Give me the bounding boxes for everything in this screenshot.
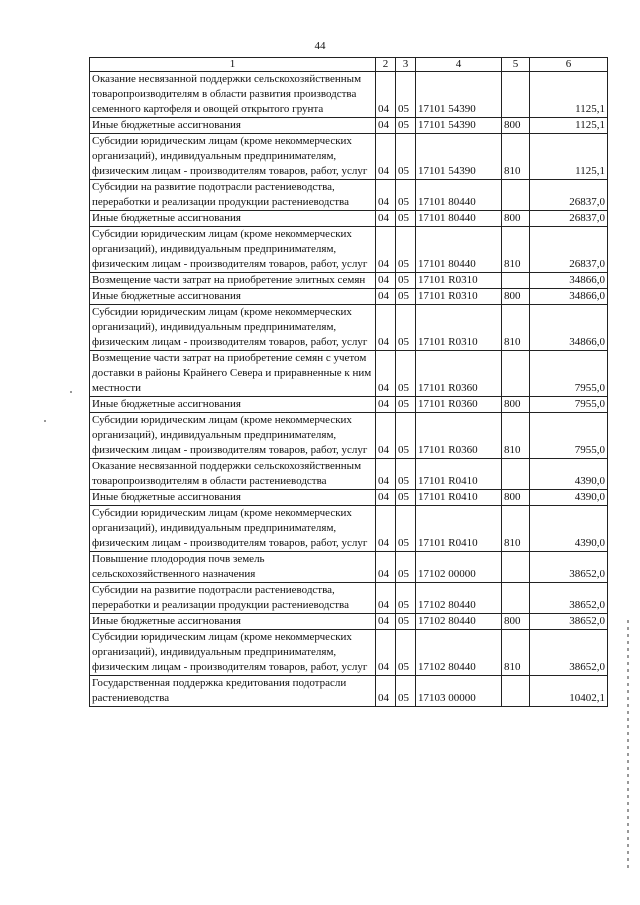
row-target-code: 17101 R0310 (416, 305, 502, 351)
row-target-code: 17102 80440 (416, 614, 502, 630)
row-amount: 34866,0 (530, 289, 608, 305)
scan-margin-mark (627, 620, 629, 870)
row-amount: 7955,0 (530, 397, 608, 413)
table-row (90, 134, 608, 180)
row-amount: 1125,1 (530, 134, 608, 180)
row-target-code: 17101 54390 (416, 118, 502, 134)
row-target-code: 17101 54390 (416, 72, 502, 118)
table-row (90, 506, 608, 552)
row-expense-type (502, 180, 530, 211)
row-expense-type (502, 72, 530, 118)
row-expense-type: 800 (502, 490, 530, 506)
row-name: Субсидии на развитие подотрасли растениеводства, переработки и реализации продукции растениеводства (90, 583, 376, 614)
scan-speck (44, 420, 46, 422)
row-section: 04 (376, 118, 396, 134)
table-row (90, 72, 608, 118)
header-col-6: 6 (530, 58, 608, 72)
row-section: 04 (376, 72, 396, 118)
row-expense-type: 800 (502, 211, 530, 227)
row-amount: 38652,0 (530, 552, 608, 583)
row-target-code: 17101 R0360 (416, 351, 502, 397)
header-row (90, 58, 608, 72)
row-target-code: 17101 R0360 (416, 397, 502, 413)
row-amount: 38652,0 (530, 630, 608, 676)
row-expense-type: 800 (502, 289, 530, 305)
table-row (90, 118, 608, 134)
row-name: Иные бюджетные ассигнования (90, 490, 376, 506)
row-amount: 7955,0 (530, 413, 608, 459)
header-col-5: 5 (502, 58, 530, 72)
row-section: 04 (376, 506, 396, 552)
row-section: 04 (376, 459, 396, 490)
row-expense-type (502, 459, 530, 490)
row-section: 04 (376, 227, 396, 273)
row-section: 04 (376, 676, 396, 707)
row-expense-type: 800 (502, 118, 530, 134)
row-subsection: 05 (396, 506, 416, 552)
row-section: 04 (376, 614, 396, 630)
row-section: 04 (376, 351, 396, 397)
row-target-code: 17101 R0410 (416, 459, 502, 490)
budget-table (89, 57, 608, 707)
row-amount: 10402,1 (530, 676, 608, 707)
row-subsection: 05 (396, 490, 416, 506)
row-expense-type: 810 (502, 134, 530, 180)
row-name: Субсидии юридическим лицам (кроме некоммерческих организаций), индивидуальным предпринимателям, физическим лицам - производителям товаров, работ, услуг (90, 134, 376, 180)
table-row (90, 630, 608, 676)
row-section: 04 (376, 305, 396, 351)
row-amount: 34866,0 (530, 273, 608, 289)
row-section: 04 (376, 413, 396, 459)
row-section: 04 (376, 583, 396, 614)
row-expense-type: 810 (502, 305, 530, 351)
row-section: 04 (376, 273, 396, 289)
row-section: 04 (376, 397, 396, 413)
table-row (90, 351, 608, 397)
row-name: Повышение плодородия почв земель сельскохозяйственного назначения (90, 552, 376, 583)
row-target-code: 17101 R0360 (416, 413, 502, 459)
table-row (90, 289, 608, 305)
row-expense-type (502, 552, 530, 583)
table-row (90, 552, 608, 583)
row-expense-type (502, 351, 530, 397)
row-target-code: 17101 R0310 (416, 273, 502, 289)
row-name: Иные бюджетные ассигнования (90, 614, 376, 630)
row-name: Государственная поддержка кредитования подотрасли растениеводства (90, 676, 376, 707)
row-target-code: 17102 80440 (416, 583, 502, 614)
table-row (90, 583, 608, 614)
row-name: Субсидии юридическим лицам (кроме некоммерческих организаций), индивидуальным предпринимателям, физическим лицам - производителям товаров, работ, услуг (90, 506, 376, 552)
row-amount: 7955,0 (530, 351, 608, 397)
row-subsection: 05 (396, 180, 416, 211)
row-subsection: 05 (396, 305, 416, 351)
row-name: Иные бюджетные ассигнования (90, 289, 376, 305)
row-name: Субсидии на развитие подотрасли растениеводства, переработки и реализации продукции растениеводства (90, 180, 376, 211)
row-expense-type: 810 (502, 413, 530, 459)
row-subsection: 05 (396, 134, 416, 180)
row-name: Оказание несвязанной поддержки сельскохозяйственным товаропроизводителям в области развития производства семенного картофеля и овощей открытого грунта (90, 72, 376, 118)
row-subsection: 05 (396, 211, 416, 227)
row-expense-type (502, 273, 530, 289)
row-section: 04 (376, 630, 396, 676)
row-subsection: 05 (396, 676, 416, 707)
row-subsection: 05 (396, 72, 416, 118)
row-section: 04 (376, 211, 396, 227)
row-amount: 4390,0 (530, 506, 608, 552)
row-amount: 4390,0 (530, 459, 608, 490)
row-subsection: 05 (396, 118, 416, 134)
row-subsection: 05 (396, 289, 416, 305)
row-expense-type: 810 (502, 227, 530, 273)
row-amount: 26837,0 (530, 180, 608, 211)
row-section: 04 (376, 552, 396, 583)
header-col-2: 2 (376, 58, 396, 72)
row-subsection: 05 (396, 614, 416, 630)
page-number: 44 (314, 40, 326, 52)
scan-speck (70, 391, 72, 393)
row-target-code: 17102 80440 (416, 630, 502, 676)
table-row (90, 227, 608, 273)
row-subsection: 05 (396, 351, 416, 397)
row-target-code: 17101 80440 (416, 211, 502, 227)
row-amount: 34866,0 (530, 305, 608, 351)
header-col-1: 1 (90, 58, 376, 72)
table-row (90, 459, 608, 490)
table-row (90, 490, 608, 506)
row-target-code: 17101 80440 (416, 180, 502, 211)
row-name: Оказание несвязанной поддержки сельскохозяйственным товаропроизводителям в области растениеводства (90, 459, 376, 490)
row-expense-type (502, 583, 530, 614)
row-expense-type: 800 (502, 614, 530, 630)
row-expense-type: 810 (502, 506, 530, 552)
row-subsection: 05 (396, 630, 416, 676)
header-col-4: 4 (416, 58, 502, 72)
row-section: 04 (376, 289, 396, 305)
row-name: Возмещение части затрат на приобретение семян с учетом доставки в районы Крайнего Севера и приравненные к ним местности (90, 351, 376, 397)
row-subsection: 05 (396, 227, 416, 273)
row-amount: 38652,0 (530, 614, 608, 630)
table-row (90, 614, 608, 630)
table-row (90, 397, 608, 413)
row-target-code: 17101 80440 (416, 227, 502, 273)
row-subsection: 05 (396, 583, 416, 614)
row-amount: 38652,0 (530, 583, 608, 614)
table-row (90, 676, 608, 707)
row-target-code: 17102 00000 (416, 552, 502, 583)
row-name: Субсидии юридическим лицам (кроме некоммерческих организаций), индивидуальным предпринимателям, физическим лицам - производителям товаров, работ, услуг (90, 305, 376, 351)
row-section: 04 (376, 490, 396, 506)
row-expense-type (502, 676, 530, 707)
row-name: Субсидии юридическим лицам (кроме некоммерческих организаций), индивидуальным предпринимателям, физическим лицам - производителям товаров, работ, услуг (90, 413, 376, 459)
table-row (90, 305, 608, 351)
header-col-3: 3 (396, 58, 416, 72)
row-name: Субсидии юридическим лицам (кроме некоммерческих организаций), индивидуальным предпринимателям, физическим лицам - производителям товаров, работ, услуг (90, 630, 376, 676)
row-amount: 1125,1 (530, 118, 608, 134)
row-amount: 1125,1 (530, 72, 608, 118)
row-amount: 26837,0 (530, 211, 608, 227)
table-row (90, 273, 608, 289)
row-subsection: 05 (396, 459, 416, 490)
row-name: Иные бюджетные ассигнования (90, 211, 376, 227)
row-target-code: 17101 54390 (416, 134, 502, 180)
row-name: Возмещение части затрат на приобретение элитных семян (90, 273, 376, 289)
row-subsection: 05 (396, 413, 416, 459)
row-expense-type: 810 (502, 630, 530, 676)
row-section: 04 (376, 134, 396, 180)
row-amount: 26837,0 (530, 227, 608, 273)
row-amount: 4390,0 (530, 490, 608, 506)
row-subsection: 05 (396, 552, 416, 583)
row-subsection: 05 (396, 397, 416, 413)
table-row (90, 180, 608, 211)
row-target-code: 17101 R0410 (416, 490, 502, 506)
table-row (90, 211, 608, 227)
table-row (90, 413, 608, 459)
row-target-code: 17101 R0310 (416, 289, 502, 305)
row-expense-type: 800 (502, 397, 530, 413)
row-subsection: 05 (396, 273, 416, 289)
row-name: Субсидии юридическим лицам (кроме некоммерческих организаций), индивидуальным предпринимателям, физическим лицам - производителям товаров, работ, услуг (90, 227, 376, 273)
row-name: Иные бюджетные ассигнования (90, 118, 376, 134)
row-name: Иные бюджетные ассигнования (90, 397, 376, 413)
row-target-code: 17103 00000 (416, 676, 502, 707)
row-section: 04 (376, 180, 396, 211)
row-target-code: 17101 R0410 (416, 506, 502, 552)
